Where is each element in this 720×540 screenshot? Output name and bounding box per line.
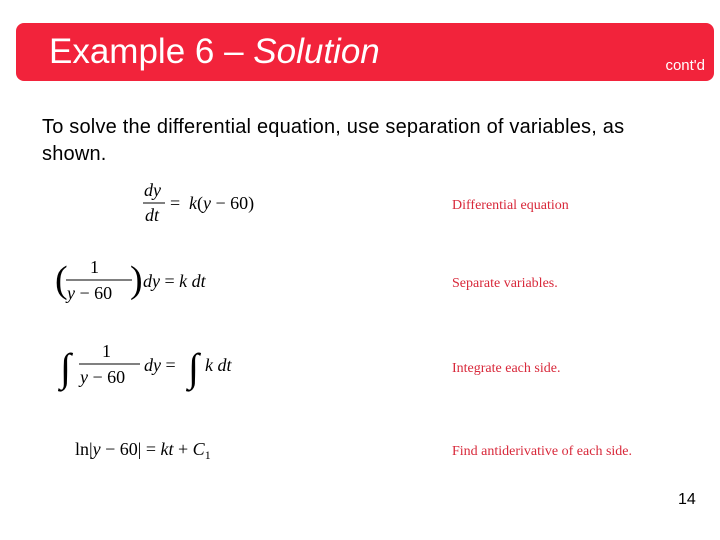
svg-text:k(y − 60): k(y − 60) <box>189 193 255 213</box>
equation-integrate <box>57 341 232 392</box>
note-integrate: Integrate each side. <box>452 361 561 376</box>
svg-text:∫: ∫ <box>188 345 199 390</box>
title-plain: Example 6 – <box>49 32 254 71</box>
svg-text:∫: ∫ <box>60 345 71 390</box>
intro-text: To solve the differential equation, use separation of variables, as shown. <box>42 116 625 165</box>
equation-separate <box>55 257 207 303</box>
note-separate-variables: Separate variables. <box>452 276 558 291</box>
title-italic: Solution <box>253 32 380 71</box>
note-antiderivative: Find antiderivative of each side. <box>452 444 632 459</box>
svg-text:dt: dt <box>145 205 160 225</box>
svg-text:dy = k dt: dy = k dt <box>143 271 206 291</box>
svg-text:1: 1 <box>102 341 111 361</box>
svg-text:y − 60: y − 60 <box>80 367 126 387</box>
equation-differential <box>143 180 254 225</box>
svg-text:): ) <box>130 259 143 301</box>
page-number: 14 <box>678 491 696 508</box>
svg-text:1: 1 <box>90 257 99 277</box>
svg-text:dy =: dy = <box>144 355 176 375</box>
note-differential-equation: Differential equation <box>452 198 569 213</box>
svg-text:k dt: k dt <box>205 355 232 375</box>
svg-text:ln|y − 60| = kt + C1: ln|y − 60| = kt + $C_1$ <box>75 439 211 462</box>
svg-text:dy: dy <box>144 180 161 200</box>
continued-label: cont'd <box>665 57 705 74</box>
svg-text:=: = <box>170 193 181 213</box>
equation-antiderivative <box>75 439 211 462</box>
svg-text:y − 60: y − 60 <box>67 283 113 303</box>
svg-text:(: ( <box>55 259 68 301</box>
